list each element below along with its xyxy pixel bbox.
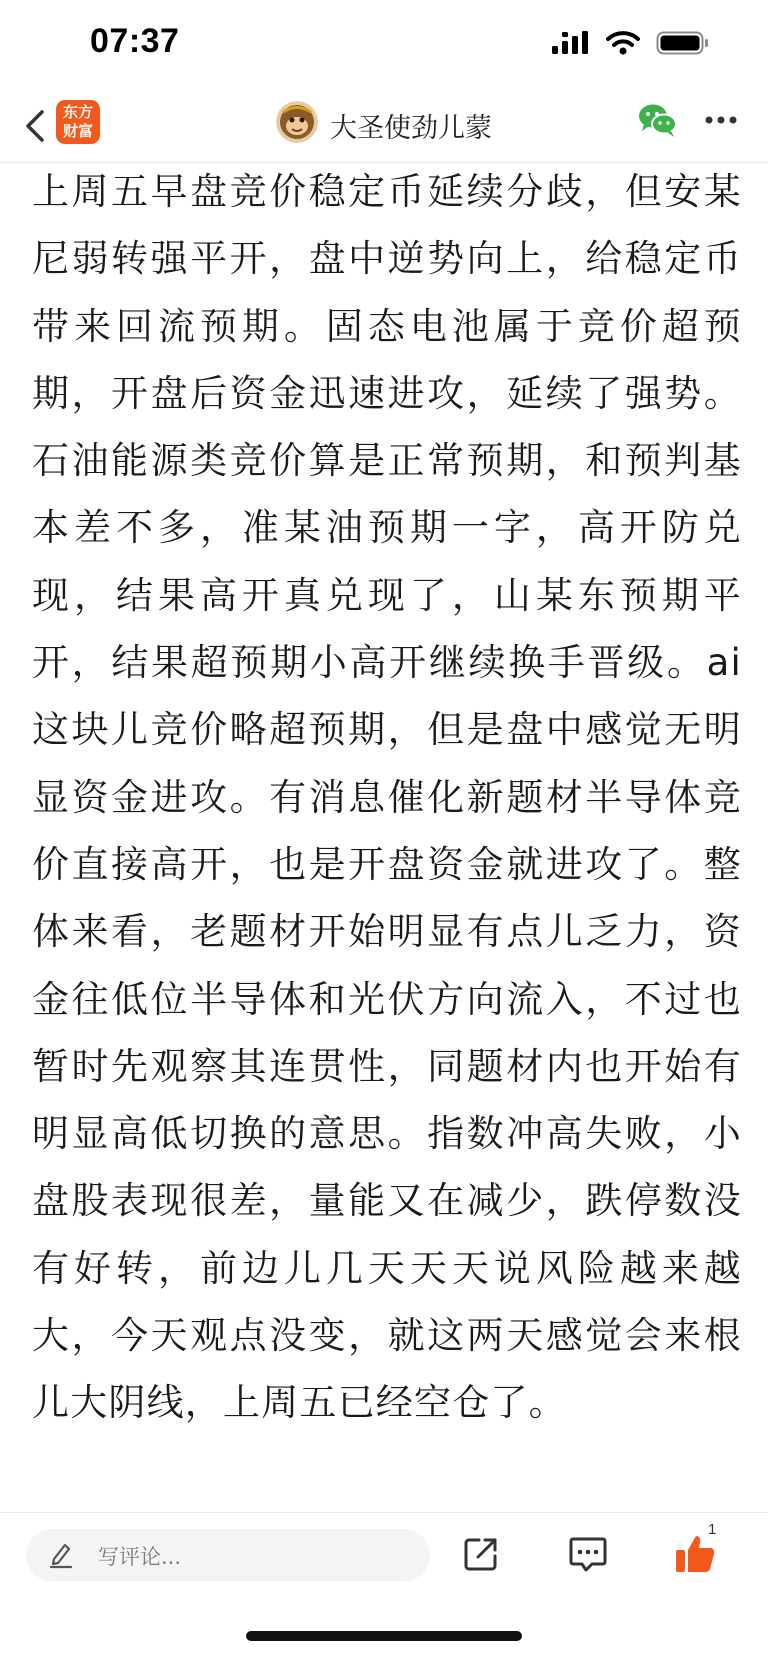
back-arrow-icon[interactable] <box>20 106 50 146</box>
logo-line-2: 财富 <box>62 122 93 140</box>
home-indicator <box>246 1631 522 1641</box>
status-bar <box>0 0 768 92</box>
comment-input[interactable] <box>26 1529 430 1581</box>
article-body: 上周五早盘竞价稳定币延续分歧，但安某尼弱转强平开，盘中逆势向上，给稳定币带来回流预期。固态电池属于竞价超预期，开盘后资金迅速进攻，延续了强势。石油能源类竞价算是正常预期，和预判基本差不多，准某油预期一字，高开防兑现，结果高开真兑现了，山某东预期平开，结果超预期小高开继续换手晋级。ai这块儿竞价略超预期，但是盘中感觉无明显资金进攻。有消息催化新题材半导体竞价直接高开，也是开盘资金就进攻了。整体来看，老题材开始明显有点儿乏力，资金往低位半导体和光伏方向流入，不过也暂时先观察其连贯性，同题材内也开始有明显高低切换的意思。指数冲高失败，小盘股表现很差，量能又在减少，跌停数没有好转，前边儿几天天天说风险越来越大，今天观点没变，就这两天感觉会来根儿大阴线，上周五已经空仓了。 <box>32 170 742 1425</box>
more-options-icon[interactable] <box>704 115 738 125</box>
eastmoney-logo[interactable] <box>56 100 100 144</box>
pen-icon <box>48 1541 74 1569</box>
comment-icon[interactable] <box>568 1535 608 1573</box>
author-name[interactable]: 大圣使劲儿蒙 <box>330 113 492 144</box>
bottom-action-bar <box>0 1512 768 1662</box>
thumbs-up-icon[interactable] <box>674 1533 716 1575</box>
share-icon[interactable] <box>462 1535 500 1573</box>
status-time: 07:37 <box>90 22 180 60</box>
nav-bar <box>0 92 768 163</box>
status-icons <box>552 30 710 56</box>
wechat-icon[interactable] <box>638 102 678 138</box>
cellular-signal-icon <box>552 30 590 56</box>
battery-icon <box>656 30 710 56</box>
logo-line-1: 东方 <box>62 103 93 121</box>
comment-placeholder: 写评论... <box>98 1545 182 1569</box>
author-avatar[interactable] <box>276 101 318 143</box>
wifi-icon <box>606 30 640 56</box>
like-count: 1 <box>708 1521 717 1538</box>
